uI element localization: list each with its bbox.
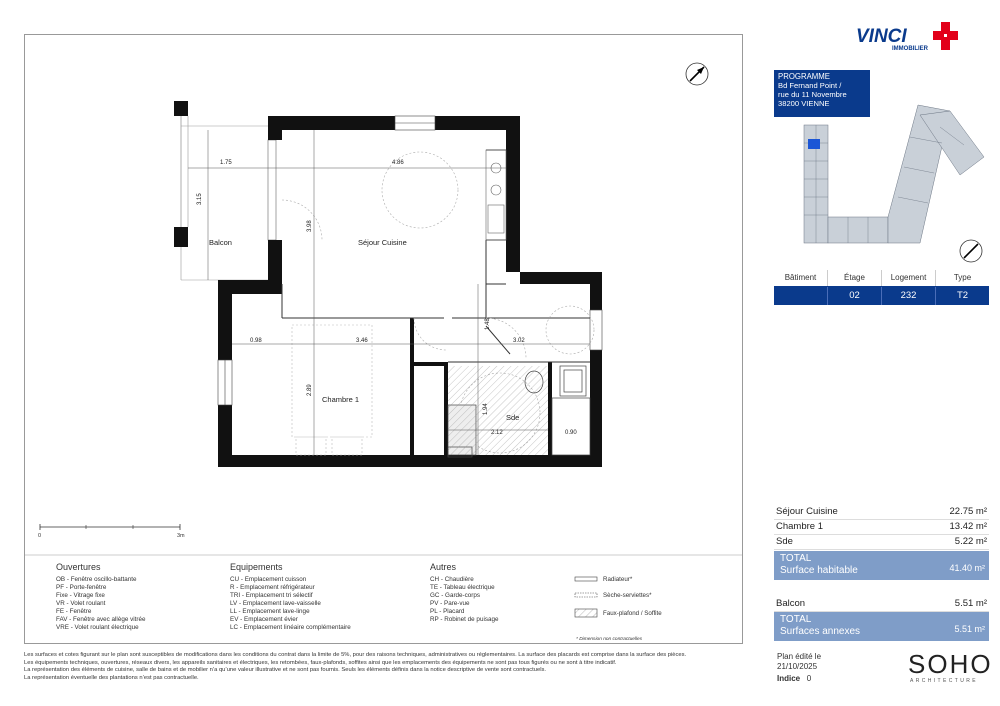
surface-value: 13.42 m²: [949, 521, 987, 532]
disclaimer-line: La représentation éventuelle des plantations n’est pas contractuelle.: [24, 674, 199, 681]
legend-autres: [430, 562, 499, 624]
vinci-logo-mark: [856, 22, 971, 52]
site-minimap: [800, 97, 985, 269]
legend-item: R - Emplacement réfrigérateur: [230, 584, 315, 591]
unit-highlight: [808, 139, 820, 149]
legend-note: * Dimension non contractuelles: [576, 637, 643, 642]
room-label-chambre: Chambre 1: [322, 395, 360, 404]
dim-label: 4.86: [392, 160, 404, 166]
vinci-cross-icon: [933, 22, 958, 50]
legend-item: EV - Emplacement évier: [230, 616, 298, 623]
legend-ouvertures: [56, 562, 145, 632]
soho-sub: ARCHITECTURE: [910, 678, 978, 684]
surface-row: [774, 504, 989, 520]
surface-row: [774, 596, 989, 612]
dim-label: 2.12: [491, 430, 503, 436]
legend-item: TE - Tableau électrique: [430, 584, 495, 591]
disclaimer: [24, 652, 744, 682]
total-value: 5.51 m²: [954, 624, 985, 634]
legend-item: PV - Pare-vue: [430, 600, 470, 607]
surface-value: 22.75 m²: [949, 506, 987, 517]
value-logement: 232: [882, 287, 936, 305]
header-etage: Étage: [828, 270, 882, 286]
room-label-balcon: Balcon: [209, 238, 232, 247]
total-annexes: [774, 612, 989, 641]
surface-row: [774, 519, 989, 535]
legend-symbol-label: Radiateur*: [603, 576, 633, 583]
dim-label: 2.89: [307, 384, 313, 396]
faux-plafond-hatch: [448, 366, 548, 455]
legend-item: CU - Emplacement cuisson: [230, 576, 307, 583]
scale-bar: [38, 524, 185, 539]
legend-item: PL - Placard: [430, 608, 465, 615]
total-sublabel: Surface habitable: [780, 565, 858, 576]
legend-equipements: [230, 562, 351, 632]
disclaimer-line: Les équipements techniques, ouvertures, réseaux divers, les appareils sanitaires et électriques, les retombées, faux-plafonds, soffites ainsi que les emplacements des équipements ne sont pas tous figurés ou ne sont à titre indicatif.: [24, 659, 617, 666]
surface-value: 5.51 m²: [954, 598, 987, 609]
total-label: TOTAL: [780, 553, 812, 564]
dim-label: 1.94: [483, 403, 489, 415]
legend-title: Equipements: [230, 562, 283, 572]
legend-item: VR - Volet roulant: [56, 600, 106, 607]
plan-meta: [777, 652, 821, 684]
legend-item: LV - Emplacement lave-vaisselle: [230, 600, 321, 607]
dim-label: 3.98: [307, 220, 313, 232]
dim-label: 0.90: [565, 430, 577, 436]
room-label-sde: Sde: [506, 413, 520, 422]
legend-title: Autres: [430, 562, 457, 572]
legend-item: LC - Emplacement linéaire complémentaire: [230, 624, 351, 631]
indice-label: Indice: [777, 674, 801, 683]
legend-item: GC - Garde-corps: [430, 592, 481, 599]
total-habitable: [774, 551, 989, 580]
legend-item: FE - Fenêtre: [56, 608, 92, 615]
surface-name: Sde: [776, 536, 793, 547]
legend-item: LL - Emplacement lave-linge: [230, 608, 310, 615]
north-arrow-icon: [960, 240, 982, 262]
dim-label: 0.98: [250, 338, 262, 344]
edited-date: 21/10/2025: [777, 661, 818, 671]
legend-symbols: [575, 577, 597, 617]
vinci-sub: IMMOBILIER: [892, 46, 928, 52]
scale-end: 3m: [177, 533, 185, 539]
programme-label: PROGRAMME: [778, 72, 830, 81]
dim-label: 1.75: [220, 160, 232, 166]
partitions: [282, 150, 590, 362]
vinci-wordmark: VINCI: [856, 26, 907, 47]
bed-sketch: [292, 325, 372, 455]
surface-name: Balcon: [776, 598, 806, 609]
surface-name: Séjour Cuisine: [776, 506, 838, 517]
vinci-logo: [856, 22, 971, 57]
north-arrow-icon: [686, 63, 708, 85]
surface-row: [774, 534, 989, 550]
surface-value: 5.22 m²: [954, 536, 987, 547]
legend-item: FAV - Fenêtre avec allège vitrée: [56, 616, 146, 623]
value-etage: 02: [828, 287, 882, 305]
balcony-area: [174, 101, 276, 280]
programme-line: 38200 VIENNE: [778, 99, 830, 108]
unit-info-table: [774, 270, 989, 305]
total-value: 41.40 m²: [949, 563, 985, 573]
legend-symbol-label: Faux-plafond / Soffite: [603, 610, 662, 617]
soho-wordmark: SOHO: [908, 649, 993, 679]
legend-item: Fixe - Vitrage fixe: [56, 592, 105, 599]
disclaimer-line: La représentation des éléments de cuisine, salle de bains et de mobilier n’a qu’une valeur illustrative et ne sont pas fournis. Seuls les éléments définis dans la notice descriptive de vente sont contractuels.: [24, 667, 547, 674]
disclaimer-line: Les surfaces et cotes figurant sur le plan sont susceptibles de modifications dans les conditions du contrat dans la limite de 5%, pour des raisons techniques, administratives ou réglementaires. La surface des placards est comprise dans la surface des pièces.: [24, 652, 687, 658]
value-type: T2: [956, 290, 969, 301]
value-batiment: [774, 287, 828, 305]
legend-item: OB - Fenêtre oscillo-battante: [56, 576, 137, 583]
dim-label: 3.46: [356, 338, 368, 344]
legend-item: RP - Robinet de puisage: [430, 616, 499, 623]
towel-dryer-icon: [575, 593, 597, 597]
dim-label: 3.15: [197, 193, 203, 205]
legend-item: PF - Porte-fenêtre: [56, 584, 107, 591]
edited-label: Plan édité le: [777, 652, 822, 661]
legend-item: CH - Chaudière: [430, 576, 474, 583]
legend-item: VRE - Volet roulant électrique: [56, 624, 139, 631]
indice-value: 0: [806, 674, 812, 683]
scale-start: 0: [38, 533, 42, 539]
total-label: TOTAL: [780, 614, 812, 625]
surface-name: Chambre 1: [776, 521, 823, 532]
radiator-icon: [575, 577, 597, 581]
header-batiment: Bâtiment: [774, 270, 828, 286]
soho-logo: [908, 650, 993, 684]
room-label-sejour: Séjour Cuisine: [358, 238, 407, 247]
legend-symbol-label: Sèche-serviettes*: [603, 592, 652, 599]
programme-line: rue du 11 Novembre: [778, 90, 847, 99]
header-logement: Logement: [882, 270, 936, 286]
legend-title: Ouvertures: [56, 562, 101, 572]
faux-plafond-icon: [575, 609, 597, 617]
dim-label: 3.02: [513, 338, 525, 344]
kitchen-counter: [486, 150, 506, 240]
legend-item: TRI - Emplacement tri sélectif: [230, 592, 313, 599]
programme-line: Bd Fernand Point /: [778, 81, 842, 90]
dim-label: 1.48: [485, 318, 491, 330]
total-sublabel: Surfaces annexes: [780, 626, 861, 637]
header-type: Type: [953, 273, 972, 282]
